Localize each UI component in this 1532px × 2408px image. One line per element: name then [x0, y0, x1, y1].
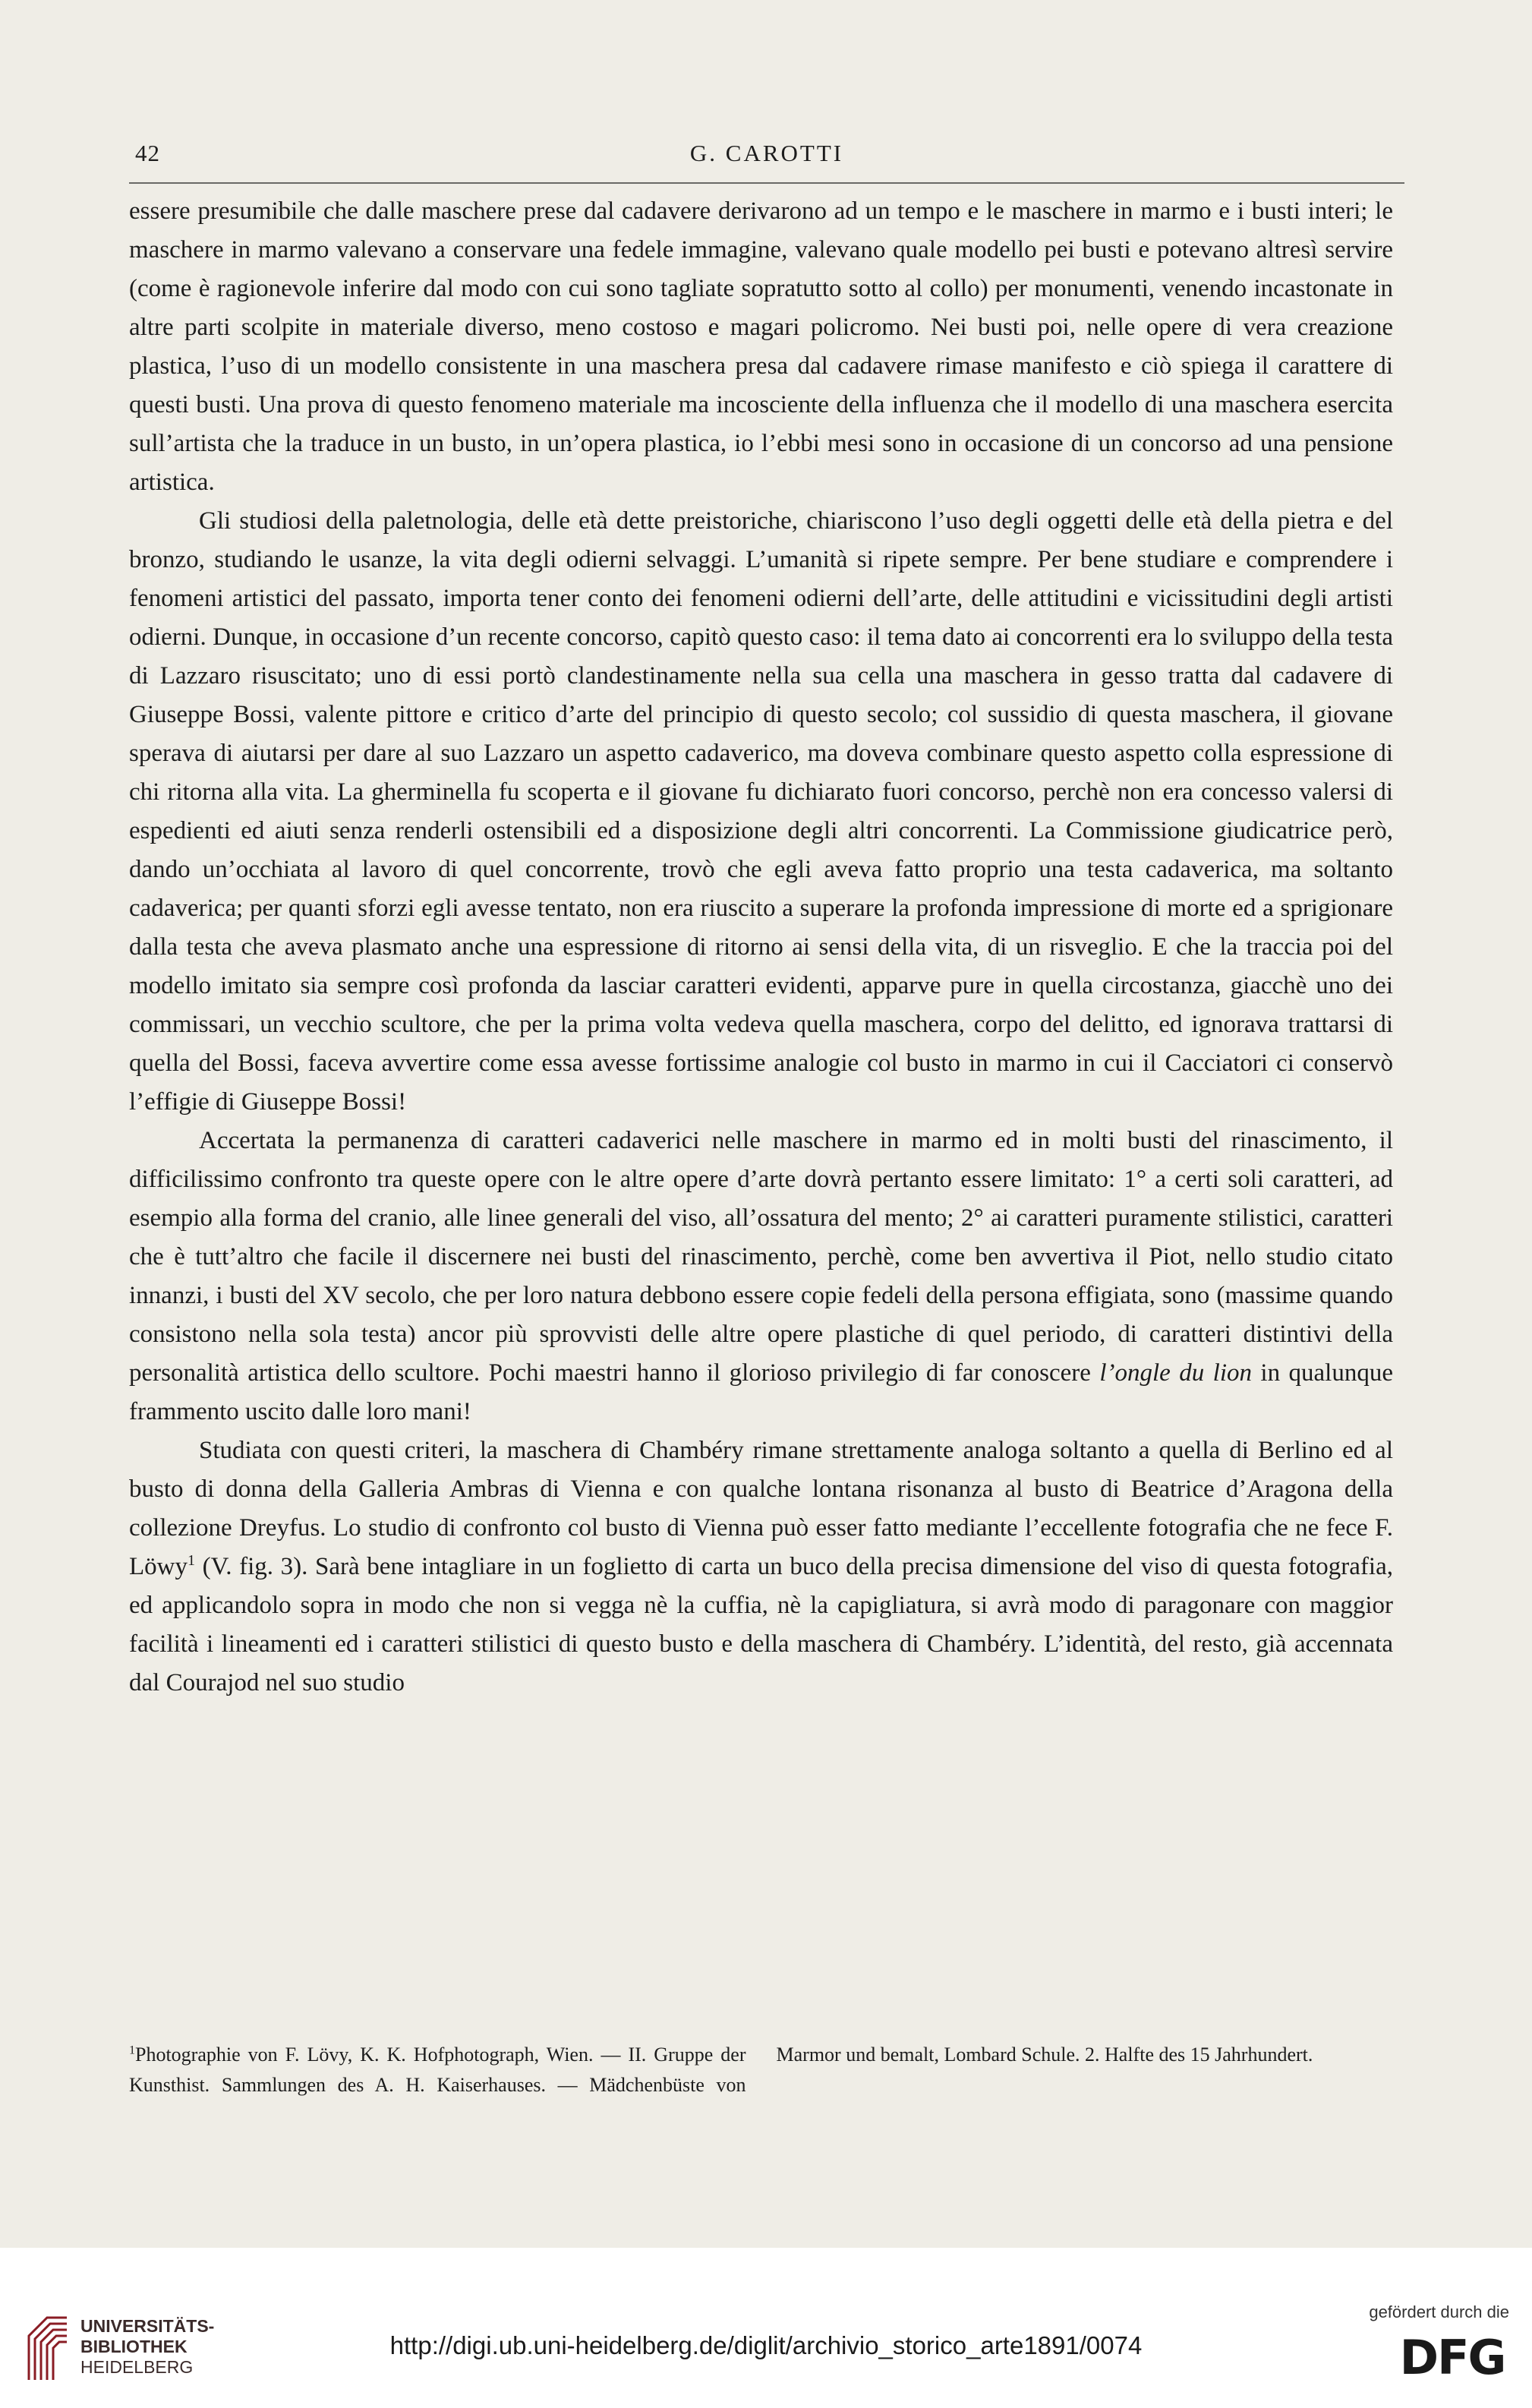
page-number: 42 [135, 140, 160, 166]
paragraph [129, 1431, 1393, 1703]
institution-line-3: HEIDELBERG [80, 2357, 194, 2377]
footnote-marker: 1 [129, 2043, 135, 2057]
text-run: (V. fig. 3). Sarà bene intagliare in un foglietto di carta un buco della precisa dimensione del viso di questa fotografia, ed applicandolo sopra in modo che non si vegga nè la cuffia, nè la capigliatura, si avrà modo di paragonare con maggior facilità i lineamenti ed i caratteri stilistici di questo busto e della maschera di Chambéry. L’identità, del resto, già accennata dal Courajod nel suo studio [129, 1553, 1393, 1696]
funded-by-label: gefördert durch die [1369, 2302, 1509, 2321]
svg-text:DFG: DFG [1399, 2331, 1505, 2378]
body-text [129, 192, 1393, 1703]
text-run: in qualunque frammento uscito dalle loro mani! [129, 1359, 1393, 1425]
paragraph [129, 1122, 1393, 1431]
footnote [129, 2040, 1393, 2100]
header-rule [129, 182, 1404, 184]
footnote-text: Photographie von F. Lövy, K. K. Hofphotograph, Wien. — II. Gruppe der Kunsthist. Sammlungen des A. H. Kaiserhauses. — Mädchenbüste von Marmor und bemalt, Lombard Schule. 2. Halfte des 15 Jahrhundert. [129, 2043, 1313, 2096]
italic-phrase: l’ongle du lion [1099, 1359, 1253, 1387]
text-run: Accertata la permanenza di caratteri cadaverici nelle maschere in marmo ed in molti busti del rinascimento, il difficilissimo confronto tra queste opere con le altre opere d’arte dovrà pertanto essere limitato: 1° a certi soli caratteri, ad esempio alla forma del cranio, alle linee generali del viso, all’ossatura del mento; 2° ai caratteri puramente stilistici, caratteri che è tutt’altro che facile il discernere nei busti del rinascimento, perchè, come ben avvertiva il Piot, nello studio citato innanzi, i busti del XV secolo, che per loro natura debbono essere copie fedeli della persona effigiata, sono (massime quando consistono nella sola testa) ancor più sprovvisti delle altre opere plastiche di quel periodo, di caratteri distintivi della personalità artistica dello scultore. Pochi maestri hanno il glorioso privilegio di far conoscere [129, 1127, 1393, 1387]
institution-line-1: UNIVERSITÄTS- [80, 2316, 215, 2336]
paragraph [129, 192, 1393, 502]
text-run: Studiata con questi criteri, la maschera di Chambéry rimane strettamente analoga soltanto a quella di Berlino ed al busto di donna della Galleria Ambras di Vienna e con qualche lontana risonanza al busto di Beatrice d’Aragona della collezione Dreyfus. Lo studio di confronto col busto di Vienna può esser fatto mediante l’eccellente fotografia che ne fece F. Löwy [129, 1437, 1393, 1580]
permalink-url[interactable]: http://digi.ub.uni-heidelberg.de/diglit/archivio_storico_arte1891/0074 [389, 2331, 1143, 2359]
text-run: essere presumibile che dalle maschere prese dal cadavere derivarono ad un tempo e le maschere in marmo e i busti interi; le maschere in marmo valevano a conservare una fedele immagine, valevano quale modello pei busti e potevano altresì servire (come è ragionevole inferire dal modo con cui sono tagliate sopratutto sotto al collo) per monumenti, venendo incastonate in altre parti scolpite in materiale diverso, meno costoso e magari policromo. Nei busti poi, nelle opere di vera creazione plastica, l’uso di un modello consistente in una maschera presa dal cadavere rimase manifesto e ciò spiega il carattere di questi busti. Una prova di questo fenomeno materiale ma incosciente della influenza che il modello di una maschera esercita sull’artista che la traduce in un busto, in un’opera plastica, io l’ebbi mesi sono in occasione di un concorso ad una pensione artistica. [129, 197, 1393, 496]
dfg-logo-icon [1395, 2331, 1509, 2378]
viewer-footer [0, 2248, 1532, 2408]
page-header [129, 137, 1404, 182]
text-run: Gli studiosi della paletnologia, delle età dette preistoriche, chiariscono l’uso degli oggetti delle età della pietra e del bronzo, studiando le usanze, la vita degli odierni selvaggi. L’umanità si ripete sempre. Per bene studiare e comprendere i fenomeni artistici del passato, importa tener conto dei fenomeni odierni dell’arte, delle attitudini e vicissitudini degli artisti odierni. Dunque, in occasione d’un recente concorso, capitò questo caso: il tema dato ai concorrenti era lo sviluppo della testa di Lazzaro risuscitato; uno di essi portò clandestinamente nella sua cella una maschera in gesso tratta dal cadavere di Giuseppe Bossi, valente pittore e critico d’arte del principio di questo secolo; col sussidio di questa maschera, il giovane sperava di aiutarsi per dare al suo Lazzaro un aspetto cadaverico, ma doveva combinare questo aspetto colla espressione di chi ritorna alla vita. La gherminella fu scoperta e il giovane fu dichiarato fuori concorso, perchè non era concesso valersi di espedienti ed aiuti senza renderli ostensibili ed a disposizione degli altri concorrenti. La Commissione giudicatrice però, dando un’occhiata al lavoro di quel concorrente, trovò che egli aveva fatto proprio una testa cadaverica, ma soltanto cadaverica; per quanti sforzi egli avesse tentato, non era riuscito a superare la profonda impressione di morte ed a sprigionare dalla testa che aveva plasmato anche una espressione di ritorno ai sensi della vita, di un risveglio. E che la traccia poi del modello imitato sia sempre così profonda da lasciar caratteri evidenti, apparve pure in quella circostanza, giacchè uno dei commissari, un vecchio scultore, che per la prima volta vedeva quella maschera, corpo del delitto, ed ignorava trattarsi di quella del Bossi, faceva avvertire come essa avesse fortissime analogie col busto in marmo in cui il Cacciatori ci conservò l’effigie di Giuseppe Bossi! [129, 507, 1393, 1116]
footnote-reference: 1 [188, 1552, 195, 1569]
paragraph [129, 502, 1393, 1122]
running-head: G. CAROTTI [689, 140, 844, 166]
institution-line-2: BIBLIOTHEK [80, 2337, 188, 2356]
